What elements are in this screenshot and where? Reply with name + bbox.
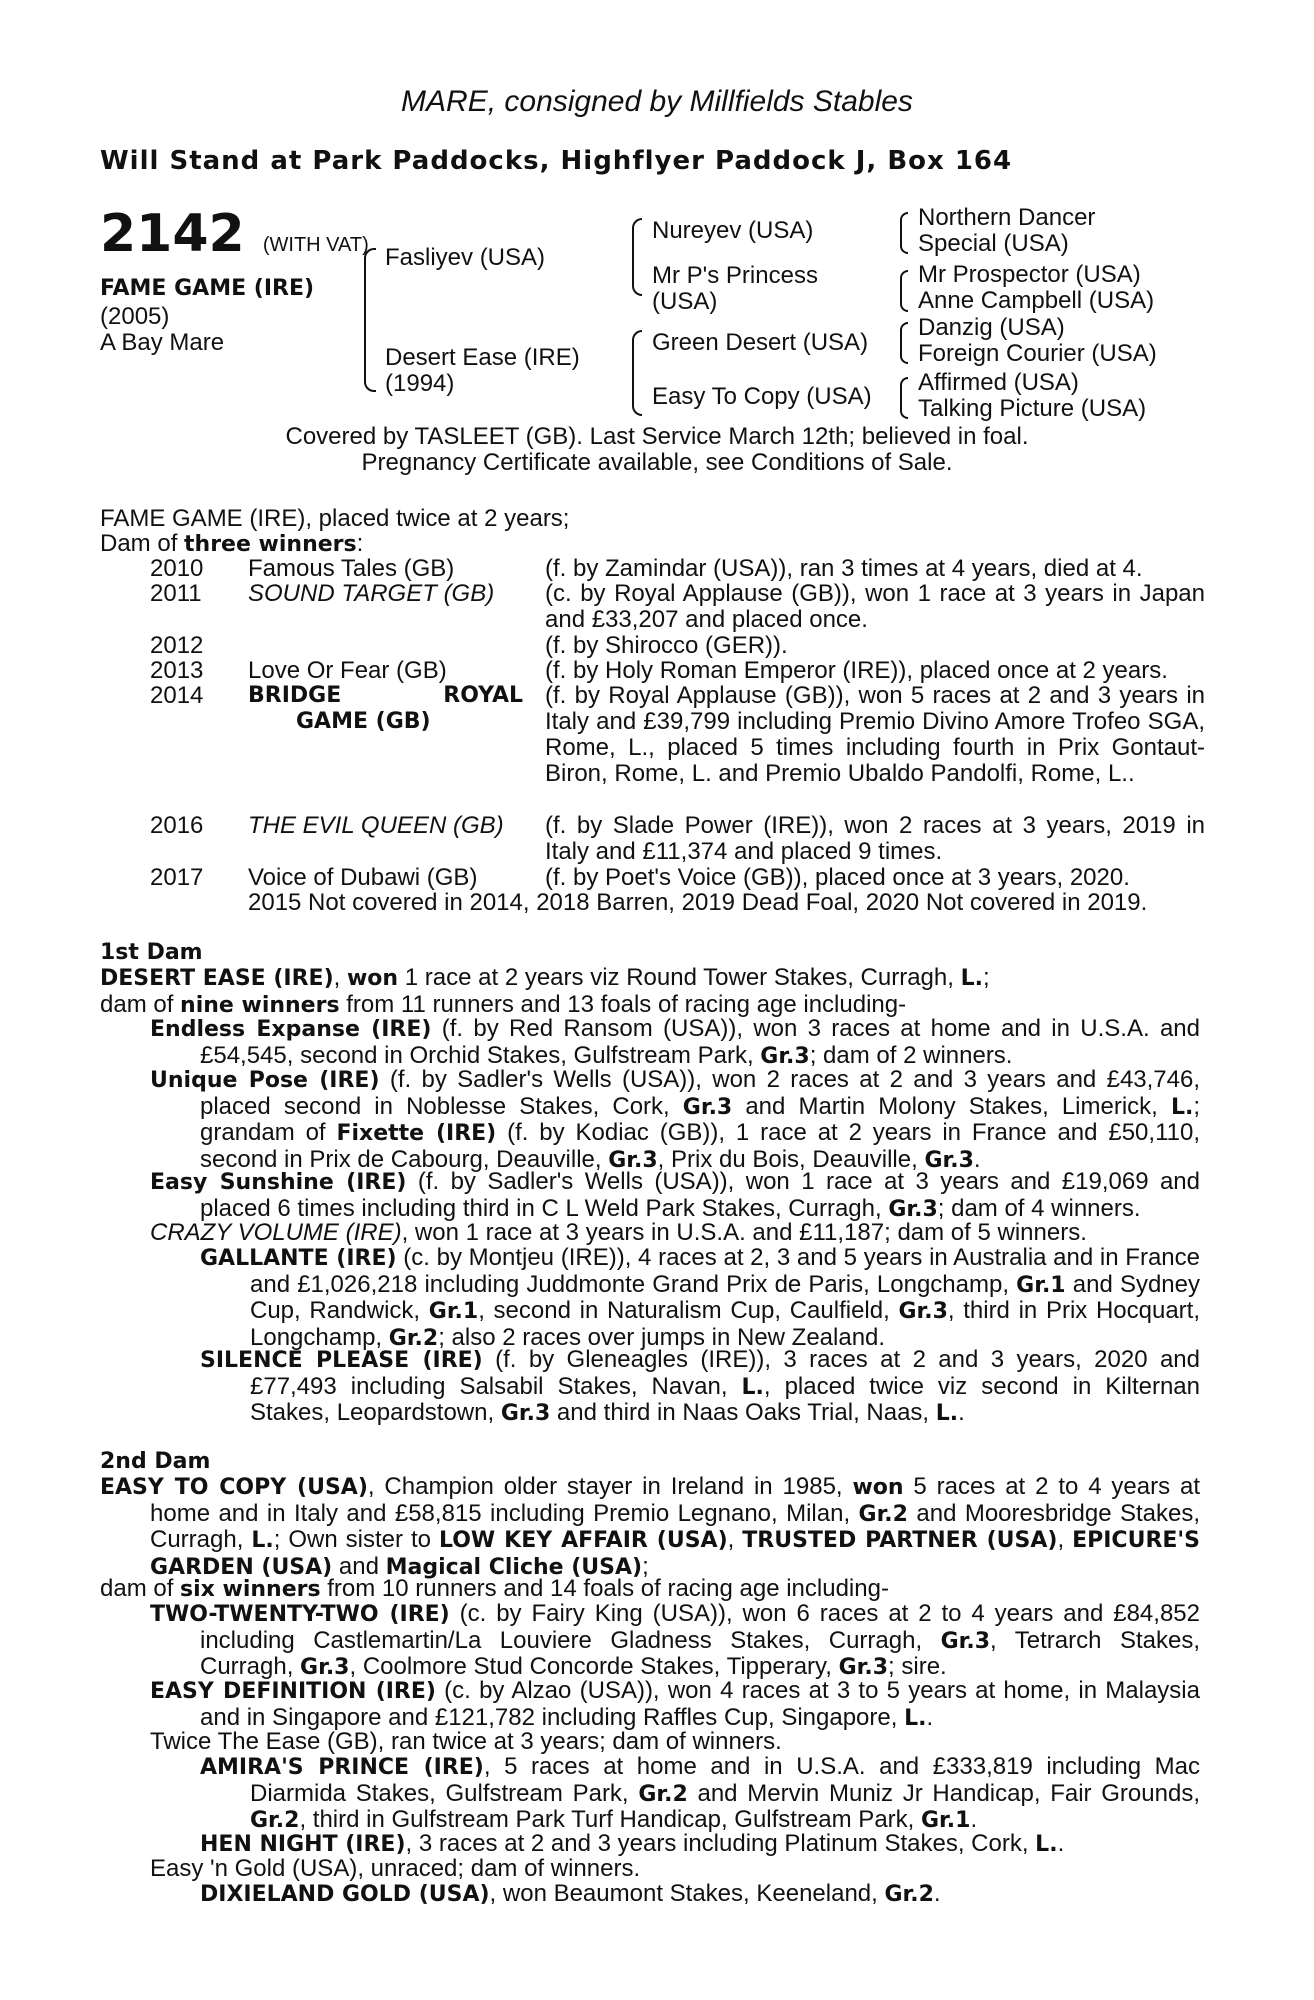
entry-text: and Martin Molony Stakes, Limerick,	[732, 1092, 1171, 1120]
entry-text: , 3 races at 2 and 3 years including Platinum Stakes, Cork,	[405, 1830, 1036, 1857]
entry-text: ; Own sister to	[273, 1526, 439, 1553]
pedigree-brace-gen1	[364, 248, 376, 392]
grade-label: Gr.2	[388, 1325, 439, 1351]
entry-text: .	[926, 1703, 934, 1731]
grade-label: Gr.3	[940, 1628, 991, 1654]
pedigree-dss: Danzig (USA)	[918, 314, 1065, 341]
entry-text: (f. by Sadler's Wells (USA)), won 2 races at 2 and 3 years and £43,746, placed second in Noblesse Stakes, Cork,	[200, 1066, 1201, 1120]
pedigree-ddd: Talking Picture (USA)	[918, 395, 1147, 422]
covering-line2: Pregnancy Certificate available, see Conditions of Sale.	[361, 449, 953, 476]
entry-name: GALLANTE (IRE)	[200, 1246, 397, 1271]
entry-text: ,	[727, 1526, 743, 1553]
grade-label: Gr.3	[888, 1196, 938, 1222]
pedigree-sss: Northern Dancer	[918, 204, 1096, 231]
first-dam-heading: 1st Dam	[100, 940, 203, 965]
produce-name-line2: GAME (GB)	[296, 709, 431, 734]
grade-label: Gr.2	[638, 1781, 688, 1807]
produce-year: 2017	[150, 864, 204, 891]
entry-text: , Tetrarch Stakes, Curragh,	[200, 1626, 1200, 1680]
entry-text: (f. by Red Ransom (USA)), won 3 races at home and in U.S.A. and £54,545, second in Orchid Stakes, Gulfstream Park,	[200, 1015, 1200, 1069]
first-dam-entry	[150, 1220, 1200, 1246]
grade-label: Gr.3	[682, 1094, 733, 1120]
page-title: MARE, consigned by Millfields Stables	[401, 85, 913, 118]
first-dam-entry	[200, 1244, 1201, 1351]
pedigree-brace-ss	[900, 212, 908, 254]
entry-text: ; dam of 4 winners.	[937, 1194, 1141, 1222]
entry-text: ; also 2 races over jumps in New Zealand.	[438, 1323, 886, 1351]
produce-desc: (f. by Royal Applause (GB)), won 5 races at 2 and 3 years in Italy and £39,799 including Premio Divino Amore Trofeo SGA, Rome, L., placed 5 times including fourth in Prix Gontaut-Biron, Rome, L. and Premio Ubaldo Pandolfi, Rome, L..	[545, 682, 1205, 787]
first-dam-entry	[150, 1015, 1200, 1069]
grade-label: Gr.1	[921, 1808, 971, 1833]
entry-text: and	[332, 1552, 386, 1580]
second-dam-name: EASY TO COPY (USA)	[100, 1475, 368, 1500]
first-dam-intro-end: ;	[982, 964, 990, 991]
entry-text: (c. by Alzao (USA)), won 4 races at 3 to 5 years at home, in Malaysia and in Singapore and £121,782 including Raffles Cup, Singapore,	[200, 1677, 1200, 1731]
entry-text: (f. by Gleneagles (IRE)), 3 races at 2 and 3 years, 2020 and £77,493 including Salsabil Stakes, Navan,	[250, 1346, 1200, 1400]
pedigree-sd: Mr P's Princess	[652, 262, 818, 289]
grade-label: L.	[904, 1705, 927, 1731]
produce-desc: (f. by Slade Power (IRE)), won 2 races at 3 years, 2019 in Italy and £11,374 and placed 9 times.	[545, 812, 1205, 865]
grade-label: Gr.3	[924, 1147, 974, 1173]
dam-of-count: three winners	[184, 532, 357, 557]
pedigree-ds: Green Desert (USA)	[652, 329, 869, 356]
grade-label: Gr.2	[884, 1882, 934, 1907]
second-dam-dam-of	[100, 1576, 889, 1603]
produce-desc: (f. by Zamindar (USA)), ran 3 times at 4 years, died at 4.	[545, 555, 1143, 582]
entry-text: and Mooresbridge Stakes, Curragh,	[150, 1499, 1201, 1553]
entry-text: .	[973, 1145, 981, 1173]
horse-year: (2005)	[100, 303, 170, 330]
produce-name: Love Or Fear (GB)	[248, 657, 447, 684]
dam-of-suffix: :	[356, 530, 364, 557]
pedigree-sire: Fasliyev (USA)	[385, 244, 546, 271]
produce-year: 2011	[150, 580, 202, 607]
lot-number-value: 2142	[100, 204, 245, 264]
second-dam-entry	[200, 1881, 941, 1908]
produce-desc: (f. by Shirocco (GER)).	[545, 632, 788, 659]
produce-desc: (f. by Holy Roman Emperor (IRE)), placed once at 2 years.	[545, 657, 1168, 684]
pedigree-brace-sire	[632, 218, 642, 296]
produce-desc	[545, 581, 1205, 633]
first-dam-name: DESERT EASE (IRE)	[100, 966, 334, 991]
grade-label: Gr.3	[500, 1401, 551, 1426]
pedigree-ssd: Special (USA)	[918, 230, 1069, 257]
entry-text: ,	[1057, 1526, 1073, 1553]
entry-text: ; grandam of	[200, 1092, 1200, 1146]
pedigree-sd-line2: (USA)	[652, 288, 718, 315]
pedigree-brace-sd	[900, 270, 908, 312]
entry-name: CRAZY VOLUME (IRE)	[150, 1219, 402, 1246]
sibling-name: EPICURE'S GARDEN (USA)	[150, 1528, 1200, 1580]
grade-label: Gr.2	[250, 1808, 300, 1833]
produce-year: 2013	[150, 657, 204, 684]
entry-text: , Coolmore Stud Concorde Stakes, Tipperary,	[349, 1653, 839, 1680]
dam-of-b: nine winners	[180, 992, 340, 1018]
second-dam-entry: Easy 'n Gold (USA), unraced; dam of winners.	[150, 1855, 641, 1882]
grade-label: Gr.2	[858, 1501, 908, 1527]
produce-desc: (f. by Poet's Voice (GB)), placed once at 3 years, 2020.	[545, 864, 1130, 891]
entry-name: AMIRA'S PRINCE (IRE)	[200, 1755, 484, 1780]
grade-label: Gr.3	[838, 1655, 889, 1680]
entry-text: and third in Naas Oaks Trial, Naas,	[550, 1399, 936, 1426]
pedigree-dam-year: (1994)	[385, 370, 455, 397]
entry-text: .	[958, 1399, 965, 1426]
second-dam-intro	[100, 1473, 1201, 1580]
produce-year: 2012	[150, 632, 204, 659]
produce-note: 2015 Not covered in 2014, 2018 Barren, 2019 Dead Foal, 2020 Not covered in 2019.	[248, 889, 1148, 916]
pedigree-dds: Affirmed (USA)	[918, 369, 1079, 396]
second-dam-heading: 2nd Dam	[100, 1449, 211, 1474]
grade-label: L.	[935, 1401, 959, 1426]
second-dam-won: won	[852, 1475, 904, 1500]
entry-text: , third in Gulfstream Park Turf Handicap, Gulfstream Park,	[299, 1806, 921, 1833]
entry-text: , Prix du Bois, Deauville,	[657, 1145, 925, 1173]
produce-name: Famous Tales (GB)	[248, 555, 455, 582]
first-dam-entry	[150, 1066, 1201, 1173]
dam-of-b: six winners	[180, 1577, 321, 1602]
pedigree-dam: Desert Ease (IRE)	[385, 344, 580, 371]
entry-text: ;	[642, 1552, 649, 1580]
horse-description: A Bay Mare	[100, 329, 225, 356]
horse-name: FAME GAME (IRE)	[100, 276, 315, 301]
pedigree-brace-dam	[632, 330, 642, 416]
grade-label: Gr.3	[300, 1655, 350, 1680]
second-dam-entry: Twice The Ease (GB), ran twice at 3 years; dam of winners.	[150, 1728, 782, 1755]
entry-text: (c. by Montjeu (IRE)), 4 races at 2, 3 and 5 years in Australia and in France and £1,026,218 including Juddmonte Grand Prix de Paris, Longchamp,	[250, 1244, 1200, 1298]
grade-label: Gr.1	[428, 1299, 479, 1324]
pedigree-brace-dd	[900, 377, 908, 419]
entry-text: , placed twice viz second in Kilternan Stakes, Leopardstown,	[250, 1372, 1200, 1426]
produce-year: 2016	[150, 812, 204, 839]
entry-text: ; sire.	[888, 1653, 947, 1680]
entry-text: , 5 races at home and in U.S.A. and £333,819 including Mac Diarmida Stakes, Gulfstream Park,	[250, 1753, 1200, 1807]
sibling-name: TRUSTED PARTNER (USA)	[742, 1528, 1058, 1553]
entry-text: , won 1 race at 3 years in U.S.A. and £11,187; dam of 5 winners.	[401, 1219, 1087, 1246]
second-dam-entry	[200, 1753, 1200, 1834]
sibling-name: Magical Cliche (USA)	[385, 1554, 643, 1580]
produce-name: Voice of Dubawi (GB)	[248, 864, 478, 891]
entry-text: 5 races at 2 to 4 years at home and in Italy and £58,815 including Premio Legnano, Milan,	[150, 1473, 1201, 1527]
vat-label: (WITH VAT)	[262, 234, 369, 256]
grade-label: L.	[741, 1374, 764, 1400]
second-dam-entry	[150, 1677, 1200, 1731]
covering-line1: Covered by TASLEET (GB). Last Service March 12th; believed in foal.	[285, 423, 1029, 450]
grade-label: Gr.3	[760, 1043, 810, 1069]
second-dam-entry	[200, 1830, 1200, 1858]
entry-name: SILENCE PLEASE (IRE)	[200, 1348, 483, 1373]
entry-name: Endless Expanse (IRE)	[150, 1017, 432, 1042]
dam-of-c: from 11 runners and 13 foals of racing age including-	[339, 990, 907, 1018]
dam-of-a: dam of	[100, 1575, 181, 1602]
grade-label: L.	[960, 966, 983, 991]
grade-label: L.	[1035, 1832, 1058, 1857]
grade-label: L.	[251, 1528, 274, 1553]
entry-name: EASY DEFINITION (IRE)	[150, 1679, 436, 1704]
entry-text: .	[1057, 1830, 1065, 1857]
entry-text: .	[933, 1880, 941, 1907]
pedigree-sdd: Anne Campbell (USA)	[918, 287, 1155, 314]
pedigree-dd: Easy To Copy (USA)	[652, 383, 872, 410]
pedigree-sds: Mr Prospector (USA)	[918, 261, 1141, 288]
grade-label: Gr.1	[1016, 1272, 1066, 1298]
entry-text: ; dam of 2 winners.	[809, 1041, 1013, 1069]
produce-name: THE EVIL QUEEN (GB)	[248, 812, 504, 839]
first-dam-intro: DESERT EASE (IRE), won 1 race at 2 years viz Round Tower Stakes, Curragh, L.; dam of nine winners from 11 runners and 13 foals of racing age including-	[100, 964, 990, 1018]
entry-text: (c. by Fairy King (USA)), won 6 races at 2 to 4 years and £84,852 including Castlemartin/La Louviere Gladness Stakes, Curragh,	[200, 1600, 1200, 1654]
grade-label: L.	[1170, 1094, 1194, 1120]
produce-desc-text: (c. by Royal Applause (GB)), won 1 race at 3 years in Japan and £33,207 and placed once.	[545, 580, 1205, 633]
entry-text: .	[970, 1806, 978, 1833]
dam-of-prefix: Dam of	[100, 530, 185, 557]
entry-name: HEN NIGHT (IRE)	[200, 1832, 406, 1857]
pedigree-ss: Nureyev (USA)	[652, 217, 814, 244]
entry-text: (f. by Kodiac (GB)), 1 race at 2 years in France and £50,110, second in Prix de Cabourg, Deauville,	[200, 1119, 1200, 1173]
produce-name: SOUND TARGET (GB)	[248, 580, 495, 607]
dam-of-c: from 10 runners and 14 foals of racing age including-	[320, 1575, 889, 1602]
dam-of-a: dam of	[100, 990, 181, 1018]
pedigree-dsd: Foreign Courier (USA)	[918, 340, 1157, 367]
entry-text: , third in Prix Hocquart, Longchamp,	[250, 1297, 1200, 1351]
produce-name: BRIDGE ROYAL	[248, 683, 523, 708]
produce-year: 2010	[150, 555, 204, 582]
grade-label: Gr.3	[608, 1147, 658, 1173]
second-dam-entry	[150, 1600, 1200, 1681]
grade-label: Gr.3	[898, 1299, 948, 1324]
first-dam-intro-text: 1 race at 2 years viz Round Tower Stakes, Curragh,	[398, 964, 961, 991]
sibling-name: LOW KEY AFFAIR (USA)	[438, 1528, 728, 1553]
entry-name: Unique Pose (IRE)	[150, 1068, 380, 1093]
entry-text: , Champion older stayer in Ireland in 1985,	[367, 1473, 853, 1500]
entry-name: DIXIELAND GOLD (USA)	[200, 1882, 490, 1907]
entry-text: and Mervin Muniz Jr Handicap, Fair Grounds,	[687, 1779, 1200, 1807]
entry-name: Easy Sunshine (IRE)	[150, 1170, 407, 1195]
first-dam-won: won	[346, 966, 399, 991]
summary-line: FAME GAME (IRE), placed twice at 2 years;	[100, 505, 570, 532]
lot-number	[100, 206, 369, 273]
dam-of-line	[100, 531, 363, 558]
entry-text: and Sydney Cup, Randwick,	[250, 1270, 1201, 1324]
entry-name: TWO-TWENTY-TWO (IRE)	[150, 1602, 450, 1627]
entry-text: , second in Naturalism Cup, Caulfield,	[478, 1297, 899, 1324]
entry-name: Fixette (IRE)	[336, 1121, 497, 1146]
pedigree-brace-ds	[900, 322, 908, 364]
entry-text: (f. by Sadler's Wells (USA)), won 1 race at 3 years and £19,069 and placed 6 times including third in C L Weld Park Stakes, Curragh,	[200, 1168, 1200, 1222]
entry-text: , won Beaumont Stakes, Keeneland,	[489, 1880, 885, 1907]
first-dam-entry	[200, 1346, 1200, 1427]
stand-location: Will Stand at Park Paddocks, Highflyer Paddock J, Box 164	[100, 146, 1013, 176]
produce-year: 2014	[150, 682, 204, 709]
first-dam-entry	[150, 1168, 1200, 1222]
